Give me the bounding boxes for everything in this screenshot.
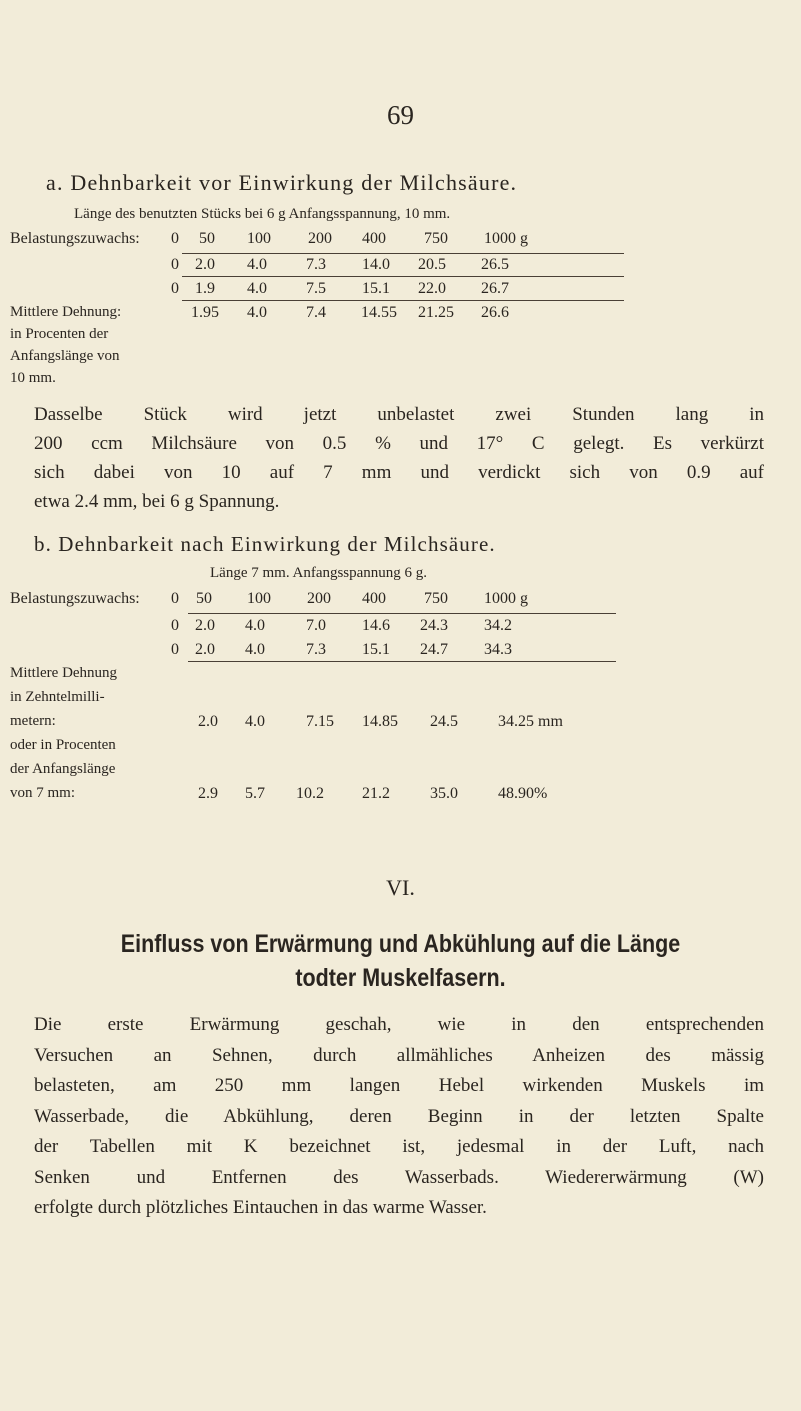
section-a-mean-value: 4.0 [247, 304, 267, 321]
section-a-mean-label-line: in Procenten der [10, 326, 109, 342]
section-a-cell: 4.0 [247, 256, 267, 273]
section-a-mean-value: 14.55 [361, 304, 397, 321]
section-a-heading: a. Dehnbarkeit vor Einwirkung der Milchsäure. [46, 170, 518, 195]
section-b-rule-2 [188, 661, 616, 662]
section-b-mean-value: 4.0 [245, 713, 265, 730]
section-vi-title-line-1: Einfluss von Erwärmung und Abkühlung auf die Länge [120, 930, 681, 958]
section-a-mean-value: 1.95 [191, 304, 219, 321]
section-b-percent-value: 5.7 [245, 785, 265, 802]
section-b-percent-label-line: der Anfangslänge [10, 761, 116, 777]
paragraph-2-line: Wasserbade, die Abkühlung, deren Beginn in der letzten Spalte [34, 1105, 764, 1127]
section-b-mean-value: 14.85 [362, 713, 398, 730]
section-b-load-value: 750 [424, 590, 448, 607]
section-b-percent-label-line: von 7 mm: [10, 785, 76, 801]
section-b-rule-1 [188, 613, 616, 614]
section-vi-title-line-2: todter Muskelfasern. [295, 964, 506, 992]
section-a-mean-label-line: Mittlere Dehnung: [10, 304, 122, 320]
paragraph-2-line: Die erste Erwärmung geschah, wie in den entsprechenden [34, 1014, 764, 1035]
section-b-cell: 14.6 [362, 617, 390, 634]
section-a-load-value: 50 [199, 230, 215, 247]
section-b-mean-label-line: Mittlere Dehnung [10, 665, 118, 681]
paragraph-2-line: erfolgte durch plötzliches Eintauchen in das warme Wasser. [34, 1197, 487, 1218]
paragraph-1-line: etwa 2.4 mm, bei 6 g Spannung. [34, 491, 280, 512]
section-b-percent-value: 2.9 [198, 785, 218, 802]
section-b-cell: 4.0 [245, 641, 265, 658]
section-b-cell: 0 [171, 641, 179, 658]
paragraph-1-line: sich dabei von 10 auf 7 mm und verdickt sich von 0.9 auf [34, 462, 764, 483]
section-a-cell: 14.0 [362, 256, 390, 273]
section-a-rule-3 [182, 300, 624, 301]
section-b-cell: 2.0 [195, 617, 215, 634]
section-b-load-value: 1000 g [484, 590, 528, 607]
section-a-mean-value: 21.25 [418, 304, 454, 321]
paragraph-2-line: der Tabellen mit K bezeichnet ist, jedesmal in der Luft, nach [34, 1136, 764, 1157]
section-b-load-value: 200 [307, 590, 331, 607]
paragraph-1-line: 200 ccm Milchsäure von 0.5 % und 17° C gelegt. Es verkürzt [34, 433, 764, 454]
section-b-cell: 15.1 [362, 641, 390, 658]
section-vi-numeral: VI. [386, 875, 415, 900]
section-b-mean-value: 34.25 mm [498, 713, 563, 730]
section-a-cell: 7.3 [306, 256, 326, 273]
section-b-cell: 7.3 [306, 641, 326, 658]
section-b-cell: 0 [171, 617, 179, 634]
section-b-cell: 2.0 [195, 641, 215, 658]
section-b-cell: 24.3 [420, 617, 448, 634]
section-b-percent-value: 35.0 [430, 785, 458, 802]
section-b-cell: 34.3 [484, 641, 512, 658]
section-b-percent-value: 48.90% [498, 785, 548, 802]
section-a-subheading: Länge des benutzten Stücks bei 6 g Anfangsspannung, 10 mm. [74, 206, 451, 222]
section-a-cell: 22.0 [418, 280, 446, 297]
section-a-mean-label-line: 10 mm. [10, 370, 56, 386]
page-number: 69 [387, 100, 414, 130]
section-a-load-value: 200 [308, 230, 332, 247]
section-a-mean-value: 26.6 [481, 304, 509, 321]
paragraph-1 [34, 400, 764, 516]
section-a-rule-1 [182, 253, 624, 254]
section-a-load-label: Belastungszuwachs: [10, 230, 140, 247]
section-a-load-value: 0 [171, 230, 179, 247]
section-b-mean-value: 24.5 [430, 713, 458, 730]
section-b-percent-value: 21.2 [362, 785, 390, 802]
section-b-heading: b. Dehnbarkeit nach Einwirkung der Milchsäure. [34, 532, 496, 556]
section-b-load-value: 400 [362, 590, 386, 607]
section-b-load-value: 100 [247, 590, 271, 607]
section-b-cell: 24.7 [420, 641, 448, 658]
section-b-mean-label-line: in Zehntelmilli- [10, 689, 105, 705]
section-b-cell: 34.2 [484, 617, 512, 634]
section-a-load-value: 750 [424, 230, 448, 247]
section-b-mean-label-line: metern: [10, 713, 56, 729]
section-b-percent-label-line: oder in Procenten [10, 737, 116, 753]
section-a-cell: 26.5 [481, 256, 509, 273]
section-a-cell: 2.0 [195, 256, 215, 273]
section-a-cell: 7.5 [306, 280, 326, 297]
section-a-cell: 0 [171, 280, 179, 297]
section-a-mean-label-line: Anfangslänge von [10, 348, 120, 364]
section-a-load-value: 400 [362, 230, 386, 247]
section-b-load-value: 0 [171, 590, 179, 607]
section-a-mean-value: 7.4 [306, 304, 326, 321]
section-b-subheading: Länge 7 mm. Anfangsspannung 6 g. [210, 565, 428, 581]
section-a-rule-2 [182, 276, 624, 277]
paragraph-2 [34, 1010, 764, 1224]
section-a-load-value: 100 [247, 230, 271, 247]
section-b-load-label: Belastungszuwachs: [10, 590, 140, 607]
section-b-percent-value: 10.2 [296, 785, 324, 802]
section-b-load-value: 50 [196, 590, 212, 607]
section-a-cell: 20.5 [418, 256, 446, 273]
paragraph-1-line: Dasselbe Stück wird jetzt unbelastet zwei Stunden lang in [34, 404, 764, 425]
section-b-cell: 4.0 [245, 617, 265, 634]
section-a-load-value: 1000 g [484, 230, 528, 247]
section-a-cell: 15.1 [362, 280, 390, 297]
section-a-cell: 4.0 [247, 280, 267, 297]
paragraph-2-line: Senken und Entfernen des Wasserbads. Wiedererwärmung (W) [34, 1166, 764, 1188]
paragraph-2-line: Versuchen an Sehnen, durch allmähliches Anheizen des mässig [34, 1044, 764, 1066]
section-a-cell: 1.9 [195, 280, 215, 297]
section-b-cell: 7.0 [306, 617, 326, 634]
section-a-cell: 0 [171, 256, 179, 273]
paragraph-2-line: belasteten, am 250 mm langen Hebel wirkenden Muskels im [34, 1075, 764, 1096]
section-b-mean-value: 7.15 [306, 713, 334, 730]
section-b-mean-value: 2.0 [198, 713, 218, 730]
section-a-cell: 26.7 [481, 280, 509, 297]
